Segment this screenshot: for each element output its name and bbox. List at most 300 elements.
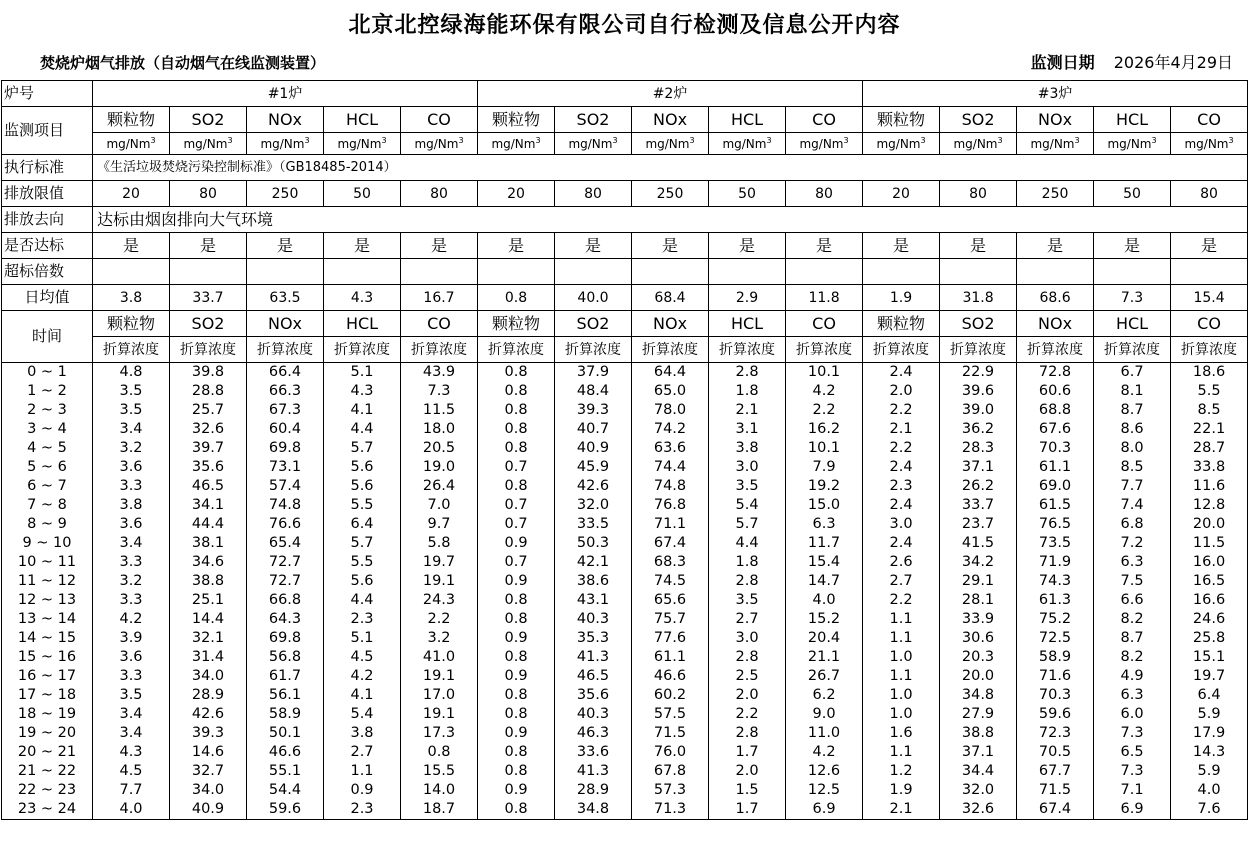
value-cell: 1.1 (863, 610, 940, 629)
value-cell: 0.9 (478, 781, 555, 800)
value-cell: 3.2 (401, 629, 478, 648)
value-cell: 31.4 (170, 648, 247, 667)
value-cell: 5.5 (324, 553, 401, 572)
value-cell: 70.3 (1017, 686, 1094, 705)
value-cell: 56.1 (247, 686, 324, 705)
value-cell: 3.0 (709, 629, 786, 648)
unit-text: mg/Nm (876, 137, 921, 151)
value-cell: 35.6 (170, 458, 247, 477)
table-row (2, 572, 1248, 591)
value-cell: 27.9 (940, 705, 1017, 724)
value-cell: 16.6 (1171, 591, 1248, 610)
unit-cell (709, 133, 786, 155)
table-row (2, 686, 1248, 705)
value-cell: 45.9 (555, 458, 632, 477)
pollutant-header: CO (401, 107, 478, 133)
time-cell: 2 ~ 3 (2, 401, 93, 420)
value-cell: 19.2 (786, 477, 863, 496)
value-cell: 61.7 (247, 667, 324, 686)
value-cell: 0.7 (478, 553, 555, 572)
limit-value: 250 (1017, 181, 1094, 207)
value-cell: 5.7 (324, 439, 401, 458)
table-row (2, 762, 1248, 781)
unit-cell (324, 133, 401, 155)
value-cell: 72.5 (1017, 629, 1094, 648)
furnace-header-row (2, 81, 1248, 107)
value-cell: 28.7 (1171, 439, 1248, 458)
value-cell: 10.1 (786, 363, 863, 383)
value-cell: 4.5 (324, 648, 401, 667)
value-cell: 73.5 (1017, 534, 1094, 553)
value-cell: 23.7 (940, 515, 1017, 534)
value-cell: 1.6 (863, 724, 940, 743)
exceed-value (247, 259, 324, 285)
value-cell: 2.1 (709, 401, 786, 420)
daily-average-value: 15.4 (1171, 285, 1248, 311)
value-cell: 46.6 (247, 743, 324, 762)
exceed-value (786, 259, 863, 285)
table-row (2, 553, 1248, 572)
value-cell: 77.6 (632, 629, 709, 648)
pollutant-header: SO2 (555, 107, 632, 133)
limit-value: 80 (555, 181, 632, 207)
value-cell: 4.4 (324, 591, 401, 610)
pollutant-header: SO2 (940, 107, 1017, 133)
value-cell: 2.2 (863, 591, 940, 610)
value-cell: 8.5 (1171, 401, 1248, 420)
table-row (2, 648, 1248, 667)
value-cell: 4.1 (324, 401, 401, 420)
value-cell: 70.5 (1017, 743, 1094, 762)
concentration-header: 折算浓度 (1171, 337, 1248, 363)
value-cell: 59.6 (1017, 705, 1094, 724)
value-cell: 16.5 (1171, 572, 1248, 591)
limit-value: 50 (1094, 181, 1171, 207)
value-cell: 39.0 (940, 401, 1017, 420)
value-cell: 30.6 (940, 629, 1017, 648)
value-cell: 2.3 (324, 610, 401, 629)
value-cell: 61.5 (1017, 496, 1094, 515)
pollutant-header: NOx (1017, 107, 1094, 133)
exceed-value (863, 259, 940, 285)
value-cell: 2.7 (324, 743, 401, 762)
concentration-header: 折算浓度 (401, 337, 478, 363)
value-cell: 65.0 (632, 382, 709, 401)
value-cell: 67.4 (632, 534, 709, 553)
value-cell: 3.9 (93, 629, 170, 648)
value-cell: 6.3 (786, 515, 863, 534)
pollutant-header: 颗粒物 (863, 107, 940, 133)
table-row (2, 724, 1248, 743)
time-cell: 17 ~ 18 (2, 686, 93, 705)
value-cell: 74.5 (632, 572, 709, 591)
value-cell: 37.1 (940, 458, 1017, 477)
time-pollutant-header: HCL (709, 311, 786, 337)
value-cell: 8.0 (1094, 439, 1171, 458)
value-cell: 40.3 (555, 610, 632, 629)
pollutant-header: HCL (1094, 107, 1171, 133)
value-cell: 67.3 (247, 401, 324, 420)
furnace-1-header: #1炉 (93, 81, 478, 107)
value-cell: 6.5 (1094, 743, 1171, 762)
pollutant-header: HCL (709, 107, 786, 133)
value-cell: 7.3 (1094, 762, 1171, 781)
value-cell: 67.7 (1017, 762, 1094, 781)
value-cell: 37.1 (940, 743, 1017, 762)
value-cell: 4.2 (93, 610, 170, 629)
time-cell: 20 ~ 21 (2, 743, 93, 762)
value-cell: 69.8 (247, 629, 324, 648)
time-cell: 15 ~ 16 (2, 648, 93, 667)
unit-header-row (2, 133, 1248, 155)
time-pollutant-header: 颗粒物 (863, 311, 940, 337)
value-cell: 20.0 (1171, 515, 1248, 534)
value-cell: 3.0 (709, 458, 786, 477)
value-cell: 2.2 (709, 705, 786, 724)
value-cell: 0.9 (478, 629, 555, 648)
value-cell: 34.0 (170, 781, 247, 800)
compliance-value: 是 (863, 233, 940, 259)
value-cell: 40.9 (170, 800, 247, 820)
value-cell: 42.6 (170, 705, 247, 724)
time-pollutant-header: NOx (247, 311, 324, 337)
value-cell: 20.4 (786, 629, 863, 648)
value-cell: 0.8 (478, 762, 555, 781)
value-cell: 43.9 (401, 363, 478, 383)
value-cell: 2.7 (863, 572, 940, 591)
value-cell: 6.3 (1094, 686, 1171, 705)
value-cell: 76.0 (632, 743, 709, 762)
value-cell: 6.8 (1094, 515, 1171, 534)
value-cell: 0.9 (478, 534, 555, 553)
destination-label: 排放去向 (2, 207, 93, 233)
value-cell: 17.0 (401, 686, 478, 705)
table-row (2, 439, 1248, 458)
value-cell: 19.7 (401, 553, 478, 572)
value-cell: 71.9 (1017, 553, 1094, 572)
value-cell: 1.5 (709, 781, 786, 800)
value-cell: 17.3 (401, 724, 478, 743)
value-cell: 2.0 (863, 382, 940, 401)
unit-cell (1017, 133, 1094, 155)
value-cell: 4.0 (786, 591, 863, 610)
unit-cell (863, 133, 940, 155)
daily-average-label: 日均值 (2, 285, 93, 311)
time-cell: 0 ~ 1 (2, 363, 93, 383)
compliance-value: 是 (786, 233, 863, 259)
time-cell: 9 ~ 10 (2, 534, 93, 553)
table-row (2, 629, 1248, 648)
time-cell: 23 ~ 24 (2, 800, 93, 820)
value-cell: 35.6 (555, 686, 632, 705)
compliance-value: 是 (940, 233, 1017, 259)
time-cell: 19 ~ 20 (2, 724, 93, 743)
value-cell: 20.3 (940, 648, 1017, 667)
value-cell: 0.8 (478, 686, 555, 705)
value-cell: 1.0 (863, 705, 940, 724)
value-cell: 33.7 (940, 496, 1017, 515)
value-cell: 33.5 (555, 515, 632, 534)
value-cell: 34.6 (170, 553, 247, 572)
value-cell: 7.9 (786, 458, 863, 477)
table-row (2, 743, 1248, 762)
value-cell: 21.1 (786, 648, 863, 667)
concentration-header: 折算浓度 (1017, 337, 1094, 363)
value-cell: 50.1 (247, 724, 324, 743)
value-cell: 2.2 (863, 401, 940, 420)
value-cell: 0.8 (478, 363, 555, 383)
value-cell: 34.1 (170, 496, 247, 515)
daily-average-value: 4.3 (324, 285, 401, 311)
compliance-value: 是 (478, 233, 555, 259)
value-cell: 19.7 (1171, 667, 1248, 686)
value-cell: 5.7 (709, 515, 786, 534)
value-cell: 0.8 (401, 743, 478, 762)
value-cell: 7.7 (93, 781, 170, 800)
value-cell: 1.1 (863, 629, 940, 648)
value-cell: 7.1 (1094, 781, 1171, 800)
value-cell: 4.8 (93, 363, 170, 383)
value-cell: 33.8 (1171, 458, 1248, 477)
pollutant-header-row (2, 107, 1248, 133)
limit-value: 20 (478, 181, 555, 207)
value-cell: 41.3 (555, 648, 632, 667)
value-cell: 28.1 (940, 591, 1017, 610)
time-cell: 14 ~ 15 (2, 629, 93, 648)
value-cell: 5.8 (401, 534, 478, 553)
unit-text: mg/Nm (414, 137, 459, 151)
value-cell: 0.8 (478, 420, 555, 439)
value-cell: 3.6 (93, 515, 170, 534)
value-cell: 34.8 (555, 800, 632, 820)
value-cell: 72.7 (247, 553, 324, 572)
table-row (2, 363, 1248, 383)
concentration-header: 折算浓度 (940, 337, 1017, 363)
value-cell: 69.8 (247, 439, 324, 458)
concentration-header: 折算浓度 (863, 337, 940, 363)
value-cell: 0.9 (478, 724, 555, 743)
value-cell: 5.4 (709, 496, 786, 515)
value-cell: 28.9 (170, 686, 247, 705)
value-cell: 50.3 (555, 534, 632, 553)
pollutant-header: NOx (632, 107, 709, 133)
value-cell: 46.5 (170, 477, 247, 496)
value-cell: 14.7 (786, 572, 863, 591)
unit-superscript: 3 (1151, 136, 1157, 145)
daily-average-row (2, 285, 1248, 311)
value-cell: 18.6 (1171, 363, 1248, 383)
limit-value: 80 (401, 181, 478, 207)
daily-average-value: 1.9 (863, 285, 940, 311)
value-cell: 22.9 (940, 363, 1017, 383)
value-cell: 1.1 (863, 743, 940, 762)
unit-text: mg/Nm (799, 137, 844, 151)
date-label: 监测日期 (1030, 53, 1095, 72)
value-cell: 39.3 (170, 724, 247, 743)
value-cell: 9.0 (786, 705, 863, 724)
value-cell: 3.6 (93, 458, 170, 477)
value-cell: 3.3 (93, 553, 170, 572)
value-cell: 35.3 (555, 629, 632, 648)
unit-superscript: 3 (843, 136, 849, 145)
unit-superscript: 3 (381, 136, 387, 145)
value-cell: 66.4 (247, 363, 324, 383)
value-cell: 8.2 (1094, 610, 1171, 629)
value-cell: 74.2 (632, 420, 709, 439)
value-cell: 55.1 (247, 762, 324, 781)
unit-text: mg/Nm (260, 137, 305, 151)
value-cell: 44.4 (170, 515, 247, 534)
value-cell: 38.1 (170, 534, 247, 553)
limit-value: 80 (170, 181, 247, 207)
value-cell: 5.1 (324, 363, 401, 383)
time-pollutant-header: HCL (1094, 311, 1171, 337)
pollutant-header: HCL (324, 107, 401, 133)
value-cell: 0.8 (478, 439, 555, 458)
table-row (2, 705, 1248, 724)
exceed-value (1171, 259, 1248, 285)
value-cell: 2.0 (709, 686, 786, 705)
value-cell: 2.8 (709, 572, 786, 591)
value-cell: 2.5 (709, 667, 786, 686)
table-row (2, 382, 1248, 401)
value-cell: 57.4 (247, 477, 324, 496)
unit-cell (555, 133, 632, 155)
daily-average-value: 33.7 (170, 285, 247, 311)
value-cell: 2.4 (863, 458, 940, 477)
value-cell: 74.8 (632, 477, 709, 496)
value-cell: 39.7 (170, 439, 247, 458)
time-pollutant-header: HCL (324, 311, 401, 337)
limit-value: 250 (247, 181, 324, 207)
unit-cell (170, 133, 247, 155)
value-cell: 5.4 (324, 705, 401, 724)
table-row (2, 477, 1248, 496)
value-cell: 11.5 (1171, 534, 1248, 553)
time-pollutant-header-row (2, 311, 1248, 337)
value-cell: 3.8 (93, 496, 170, 515)
value-cell: 18.0 (401, 420, 478, 439)
value-cell: 41.5 (940, 534, 1017, 553)
concentration-header: 折算浓度 (786, 337, 863, 363)
unit-superscript: 3 (535, 136, 541, 145)
value-cell: 7.7 (1094, 477, 1171, 496)
value-cell: 7.4 (1094, 496, 1171, 515)
unit-text: mg/Nm (568, 137, 613, 151)
value-cell: 0.8 (478, 382, 555, 401)
unit-cell (632, 133, 709, 155)
value-cell: 67.8 (632, 762, 709, 781)
value-cell: 3.8 (709, 439, 786, 458)
value-cell: 60.6 (1017, 382, 1094, 401)
value-cell: 3.2 (93, 572, 170, 591)
value-cell: 39.6 (940, 382, 1017, 401)
value-cell: 3.5 (93, 401, 170, 420)
value-cell: 75.7 (632, 610, 709, 629)
value-cell: 29.1 (940, 572, 1017, 591)
unit-superscript: 3 (689, 136, 695, 145)
time-cell: 1 ~ 2 (2, 382, 93, 401)
unit-text: mg/Nm (1184, 137, 1229, 151)
value-cell: 2.8 (709, 648, 786, 667)
value-cell: 71.5 (632, 724, 709, 743)
value-cell: 6.2 (786, 686, 863, 705)
value-cell: 32.6 (940, 800, 1017, 820)
value-cell: 2.8 (709, 363, 786, 383)
value-cell: 15.5 (401, 762, 478, 781)
pollutant-header: NOx (247, 107, 324, 133)
value-cell: 32.7 (170, 762, 247, 781)
concentration-header-row (2, 337, 1248, 363)
value-cell: 8.5 (1094, 458, 1171, 477)
time-label: 时间 (2, 311, 93, 363)
compliance-value: 是 (93, 233, 170, 259)
value-cell: 4.1 (324, 686, 401, 705)
value-cell: 46.5 (555, 667, 632, 686)
limit-value: 50 (324, 181, 401, 207)
exceed-value (324, 259, 401, 285)
compliance-value: 是 (401, 233, 478, 259)
time-cell: 4 ~ 5 (2, 439, 93, 458)
value-cell: 3.4 (93, 534, 170, 553)
compliance-value: 是 (324, 233, 401, 259)
time-pollutant-header: NOx (1017, 311, 1094, 337)
value-cell: 3.5 (93, 686, 170, 705)
value-cell: 48.4 (555, 382, 632, 401)
value-cell: 7.6 (1171, 800, 1248, 820)
value-cell: 5.6 (324, 458, 401, 477)
value-cell: 5.6 (324, 477, 401, 496)
value-cell: 61.1 (1017, 458, 1094, 477)
value-cell: 12.6 (786, 762, 863, 781)
value-cell: 38.8 (940, 724, 1017, 743)
value-cell: 15.0 (786, 496, 863, 515)
time-cell: 8 ~ 9 (2, 515, 93, 534)
unit-cell (478, 133, 555, 155)
unit-cell (786, 133, 863, 155)
value-cell: 71.6 (1017, 667, 1094, 686)
concentration-header: 折算浓度 (170, 337, 247, 363)
value-cell: 6.9 (1094, 800, 1171, 820)
unit-text: mg/Nm (1030, 137, 1075, 151)
pollutant-header: 颗粒物 (478, 107, 555, 133)
value-cell: 19.1 (401, 705, 478, 724)
limit-value: 80 (1171, 181, 1248, 207)
value-cell: 6.9 (786, 800, 863, 820)
value-cell: 20.0 (940, 667, 1017, 686)
time-cell: 5 ~ 6 (2, 458, 93, 477)
value-cell: 11.0 (786, 724, 863, 743)
value-cell: 63.6 (632, 439, 709, 458)
value-cell: 26.7 (786, 667, 863, 686)
value-cell: 40.7 (555, 420, 632, 439)
concentration-header: 折算浓度 (1094, 337, 1171, 363)
value-cell: 19.1 (401, 667, 478, 686)
value-cell: 3.3 (93, 667, 170, 686)
value-cell: 3.3 (93, 591, 170, 610)
daily-average-value: 40.0 (555, 285, 632, 311)
value-cell: 64.3 (247, 610, 324, 629)
value-cell: 6.6 (1094, 591, 1171, 610)
unit-superscript: 3 (997, 136, 1003, 145)
value-cell: 70.3 (1017, 439, 1094, 458)
time-cell: 3 ~ 4 (2, 420, 93, 439)
value-cell: 1.7 (709, 743, 786, 762)
value-cell: 7.3 (1094, 724, 1171, 743)
value-cell: 26.2 (940, 477, 1017, 496)
time-pollutant-header: CO (401, 311, 478, 337)
value-cell: 5.6 (324, 572, 401, 591)
